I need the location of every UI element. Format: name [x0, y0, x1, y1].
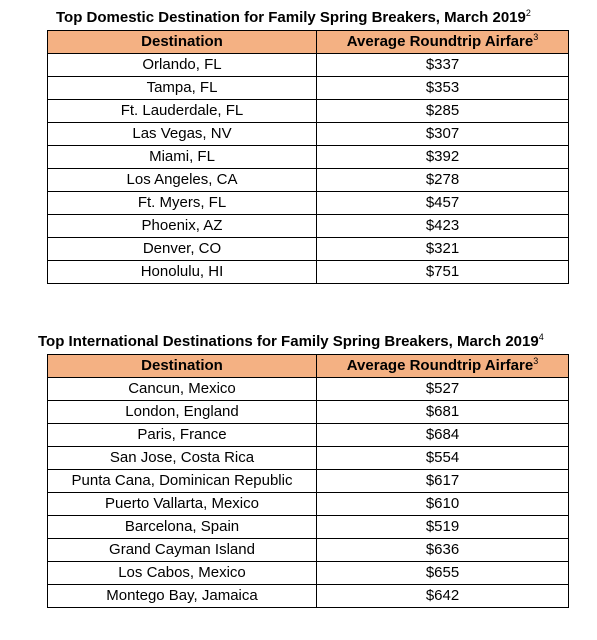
destination-cell: Miami, FL — [48, 146, 317, 169]
table-row — [48, 123, 569, 146]
domestic-destinations-table — [47, 30, 569, 284]
destination-cell: Los Cabos, Mexico — [48, 562, 317, 585]
domestic-header-fare — [317, 31, 569, 54]
airfare-cell: $527 — [317, 378, 569, 401]
airfare-cell: $636 — [317, 539, 569, 562]
international-title-footnote: 4 — [538, 332, 544, 342]
airfare-cell: $278 — [317, 169, 569, 192]
airfare-cell: $423 — [317, 215, 569, 238]
international-header-fare — [317, 355, 569, 378]
domestic-title-footnote: 2 — [525, 8, 531, 18]
table-row — [48, 54, 569, 77]
destination-cell: Los Angeles, CA — [48, 169, 317, 192]
destination-cell: Puerto Vallarta, Mexico — [48, 493, 317, 516]
domestic-table-body — [48, 54, 569, 284]
airfare-cell: $655 — [317, 562, 569, 585]
international-title-text: Top International Destinations for Family Spring Breakers, March 2019 — [38, 333, 539, 350]
destination-cell: Ft. Lauderdale, FL — [48, 100, 317, 123]
airfare-cell: $285 — [317, 100, 569, 123]
table-row — [48, 401, 569, 424]
domestic-header-destination: Destination — [48, 31, 317, 54]
airfare-cell: $684 — [317, 424, 569, 447]
table-row — [48, 424, 569, 447]
destination-cell: London, England — [48, 401, 317, 424]
airfare-cell: $642 — [317, 585, 569, 608]
table-row — [48, 470, 569, 493]
table-row — [48, 493, 569, 516]
destination-cell: Honolulu, HI — [48, 261, 317, 284]
airfare-cell: $751 — [317, 261, 569, 284]
domestic-table-title — [56, 9, 531, 27]
table-row — [48, 238, 569, 261]
table-row — [48, 585, 569, 608]
table-row — [48, 215, 569, 238]
table-row — [48, 562, 569, 585]
table-row — [48, 169, 569, 192]
airfare-cell: $457 — [317, 192, 569, 215]
table-row — [48, 516, 569, 539]
destination-cell: Grand Cayman Island — [48, 539, 317, 562]
airfare-cell: $337 — [317, 54, 569, 77]
destination-cell: Phoenix, AZ — [48, 215, 317, 238]
domestic-header-fare-label: Average Roundtrip Airfare — [346, 33, 534, 50]
airfare-cell: $610 — [317, 493, 569, 516]
destination-cell: Montego Bay, Jamaica — [48, 585, 317, 608]
table-row — [48, 447, 569, 470]
table-row — [48, 261, 569, 284]
international-table-title — [38, 333, 544, 351]
airfare-cell: $554 — [317, 447, 569, 470]
international-header-destination: Destination — [48, 355, 317, 378]
domestic-header-fare-footnote: 3 — [533, 32, 539, 42]
airfare-cell: $617 — [317, 470, 569, 493]
domestic-title-text: Top Domestic Destination for Family Spring Breakers, March 2019 — [56, 9, 526, 26]
airfare-cell: $353 — [317, 77, 569, 100]
destination-cell: Punta Cana, Dominican Republic — [48, 470, 317, 493]
airfare-cell: $321 — [317, 238, 569, 261]
table-row — [48, 378, 569, 401]
table-row — [48, 192, 569, 215]
international-header-fare-footnote: 3 — [533, 356, 539, 366]
airfare-cell: $519 — [317, 516, 569, 539]
destination-cell: Tampa, FL — [48, 77, 317, 100]
destination-cell: Ft. Myers, FL — [48, 192, 317, 215]
table-row — [48, 100, 569, 123]
destination-cell: San Jose, Costa Rica — [48, 447, 317, 470]
table-row — [48, 539, 569, 562]
airfare-cell: $307 — [317, 123, 569, 146]
table-row — [48, 146, 569, 169]
international-header-row — [48, 355, 569, 378]
destination-cell: Cancun, Mexico — [48, 378, 317, 401]
international-table-body — [48, 378, 569, 608]
international-header-fare-label: Average Roundtrip Airfare — [346, 357, 534, 374]
destination-cell: Paris, France — [48, 424, 317, 447]
domestic-header-row — [48, 31, 569, 54]
destination-cell: Orlando, FL — [48, 54, 317, 77]
destination-cell: Denver, CO — [48, 238, 317, 261]
destination-cell: Las Vegas, NV — [48, 123, 317, 146]
airfare-cell: $681 — [317, 401, 569, 424]
airfare-cell: $392 — [317, 146, 569, 169]
table-row — [48, 77, 569, 100]
international-destinations-table — [47, 354, 569, 608]
destination-cell: Barcelona, Spain — [48, 516, 317, 539]
